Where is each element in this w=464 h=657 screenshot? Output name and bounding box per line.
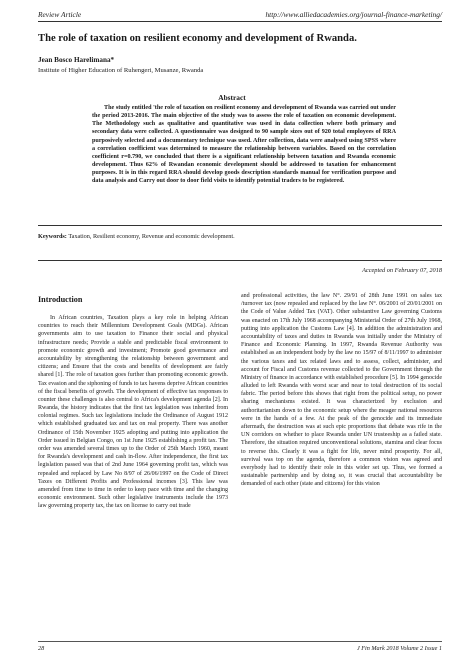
- introduction-heading: Introduction: [38, 295, 83, 304]
- abstract-divider: [38, 225, 442, 226]
- page-number: 28: [38, 645, 45, 652]
- right-column: [241, 292, 442, 489]
- article-title: The role of taxation on resilient economy and development of Rwanda.: [38, 33, 357, 44]
- keywords-line: [38, 233, 442, 240]
- header-divider: [38, 21, 442, 22]
- journal-citation: J Fin Mark 2018 Volume 2 Issue 1: [356, 645, 442, 652]
- abstract-heading: Abstract: [218, 93, 246, 102]
- introduction-right-text: and professional activities, the law N°. 29/91 of 28th June 1991 on sales tax /turnover tax (now repealed and replaced by the law N°. 06/2001 of 20/01/2001 on the Code of Value Added Tax (VAT). Other substantive Law governing Customs was enacted on 17th July 1968 accompanying Ministerial Order of 27th July 1968, putting into application the Customs Law [4]. In addition the administration and accountability of taxes and duties in Rwanda was initially under the Ministry of Finance and Economic Planning. In 1997, Rwanda Revenue Authority was established as an independent body by the law no 15/97 of 8/11/1997 to administer the various taxes and tax related laws and to assess, collect, administer, and account for Fiscal and Customs revenue collected to the Government through the Ministry of finance in accordance with established procedure [5]. In 1994 genocide alluded to left Rwanda with worst scar and near to total destruction of its social fabric. The period before this shows that right from the political setup, no power sharing mechanisms existed. It was characterized by exclusion and authoritarianism down to the economic setup where the meager national resources were in the hands of a few. At the peak of the genocide and its immediate aftermath, the destruction was at such epic proportions that debate was rife in the UN corridors on whether to place Rwanda under UN trusteeship as a failed state. Therefore, the situation required unconventional solutions, stamina and clear focus to reverse this. Clearly it was a fight for life, never mind prosperity. For all, survival was top on the agenda, therefore a common vision was agreed and everybody had to identify their role in this wider set up. Thus, we formed a sustainable partnership and by doing so, it was crucial that accountability be demanded of each other (state and citizens) for this vision: [241, 293, 442, 488]
- keywords-text: Taxation, Resilient economy, Revenue and economic development.: [68, 233, 235, 240]
- journal-url-link[interactable]: http://www.alliedacademies.org/journal-finance-marketing/: [265, 10, 442, 19]
- author-name: Jean Bosco Harelimana*: [38, 56, 115, 64]
- keywords-divider: [38, 260, 442, 261]
- left-column: [38, 295, 228, 511]
- article-type-label: Review Article: [38, 10, 82, 19]
- footer-divider: [38, 641, 442, 642]
- introduction-left-text: In African countries, Taxation plays a key role in helping African countries to reach their Millennium Development Goals (MDGs). African governments aim to use taxation to Finance their social and physical infrastructure needs; Provide a stable and predictable fiscal environment to promote economic growth and investment; Promote good governance and accountability by strengthening the relationship between government and citizens; and Ensure that the costs and benefits of development are fairly shared [1]. The role of taxation goes further than promoting economic growth. Tax evasion and the siphoning of funds to tax havens deprive African countries of the fiscal benefits of growth. The development of effective tax responses to counter these challenges is also central to Africa's development agenda [2]. In Rwanda, the history indicates that the first tax legislation was inherited from colonial regimes. Such tax legislations include the Ordinance of August 1912 which established graduated tax and tax on real property. There was another Ordinance of 15th November 1925 adopting and putting into application the Order issued in Belgian Congo, on 1st June 1925 establishing a profit tax. The order was amended several times up to the Order of 25th March 1960, meant for Rwanda's development and cash in-flow. After independence, the first tax legislation passed was that of 2nd June 1964 governing profit tax, which was repealed and replaced by Law No 8/97 of 26/06/1997 on the Code of Direct Taxes on Different Profits and Professional incomes [3]. This law was amended from time to time in order to keep pace with time and the changing economic environment. Such other legislative instruments include the 1973 law governing property tax, the tax on license to carry out trade: [38, 315, 228, 510]
- author-affiliation: Institute of Higher Education of Ruhengeri, Musanze, Rwanda: [38, 67, 204, 74]
- abstract-text: The study entitled 'the role of taxation on resilient economy and development of Rwanda was carried out under the period 2013-2016. The main objective of the study was to assess the role of taxation on economic development. The Methodology such as qualitative and quantitative was used in data collection where both primary and secondary data were collected. A questionnaire was designed to 90 sample sizes out of 920 total employees of RRA purposively selected and a documentary technique was used. After collection, data were analysed using SPSS where a correlation coefficient was determined to measure the relationship between variables. Based on the correlation coefficient r=0.790, we concluded that there is a significant relationship between taxation and Rwanda economic development. Thus 62% of Rwandan economic development should be addressed to taxation for enhancement purposes. It is in this regard RRA should develop goods description standards manual for verification purpose and data analysis and Carry out door to door field visits to identify potential traders to be registered.: [92, 105, 396, 185]
- keywords-label: Keywords:: [38, 233, 67, 240]
- accepted-date: Accepted on February 07, 2018: [362, 267, 442, 274]
